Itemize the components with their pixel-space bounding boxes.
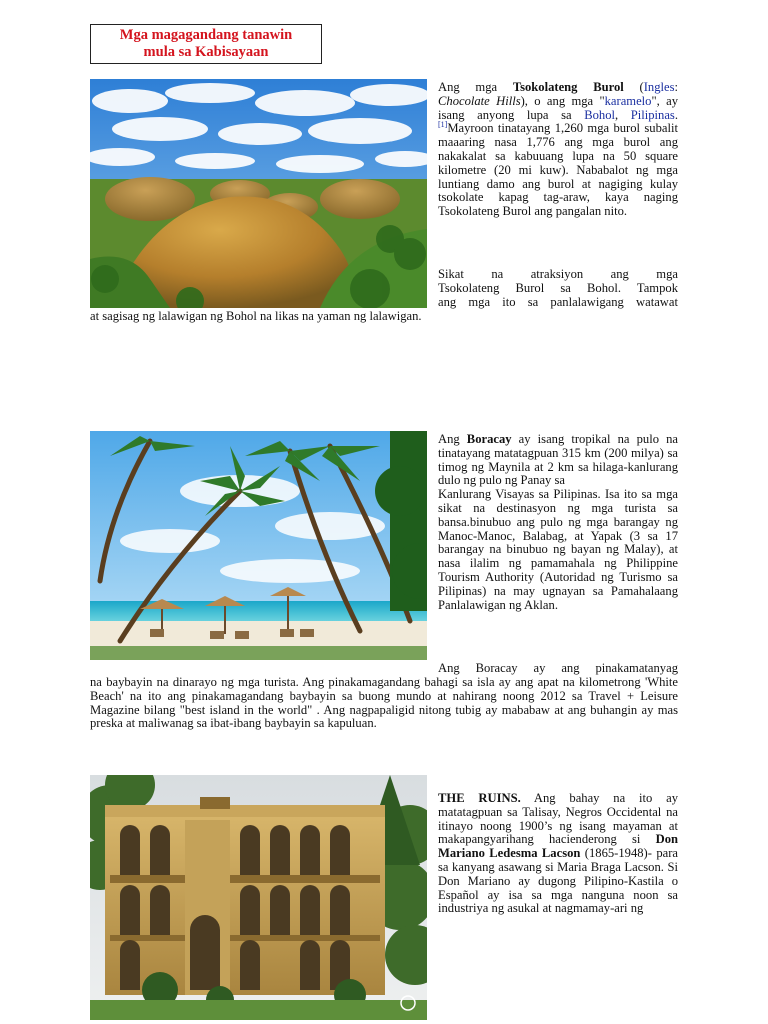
s3-bold-name: Don Mariano Ledesma Lacson xyxy=(438,832,678,861)
page-title-box xyxy=(90,24,322,64)
link-ingles[interactable]: Ingles xyxy=(643,80,675,94)
chocolate-hills-paragraph xyxy=(438,81,678,219)
s1p2-line: Sikat na atraksiyon ang mga xyxy=(438,267,678,281)
link-karamelo[interactable]: karamelo xyxy=(604,93,652,108)
title-line-2: mula sa Kabisayaan xyxy=(143,44,269,60)
chocolate-hills-paragraph-2-cont: at sagisag ng lalawigan ng Bohol na likas na yaman ng lalawigan. xyxy=(90,309,422,323)
chocolate-hills-paragraph-2 xyxy=(438,268,678,309)
s1-text: Mayroon tinatayang 1,260 mga burol subalit maaaring nasa 1,776 ang mga burol ang nakakalat sa kabuuang lupa na 50 square kilometre (20 mi kuw). Nababalot ng mga luntiang damo ang burol at nagiging kulay tsokolate kapag tag-araw, kaya naging Tsokolateng Burol ang pangalan nito. xyxy=(438,121,678,219)
s3-text: ng si xyxy=(604,832,656,847)
s1-bold-term: Tsokolateng Burol xyxy=(512,80,624,94)
s1p2-line: Tsokolateng Burol sa Bohol. Tampok xyxy=(438,280,678,295)
s1-text: , xyxy=(615,107,631,122)
s2-text: Kanlurang Visayas sa Pilipinas. Isa ito sa mga sikat na destinasyon ng mga turista sa bansa.binubuo ang pulo ng mga barangay ng Manoc-Manoc, Balabag, at Yapak (3 sa 17 barangay na binubuo ng bayan ng Malay), at nasa ilalim ng pamamahala ng Philippine Tourism Authority (Autoridad ng Turismo sa Pilipinas) na may ugnayan sa Pamahalaang Panlalawigan ng Aklan. xyxy=(438,487,678,612)
s2-bold-term: Boracay xyxy=(466,432,512,446)
chocolate-hills-image xyxy=(90,79,427,308)
title-line-1: Mga magagandang tanawin xyxy=(119,27,293,43)
footnote-ref[interactable]: [1] xyxy=(438,120,448,130)
s1p2-line: ang mga ito sa panlalawigang watawat xyxy=(438,294,678,309)
s1-text: ", ay isang anyong lupa sa xyxy=(438,93,679,122)
the-ruins-paragraph xyxy=(438,792,678,916)
s3-text: Ang bahay na ito ay matatagpuan sa Talisay, Negros Occidental na itinayo noong 1900’s ng isang mayaman at makapangyarihang haciendero xyxy=(438,791,678,847)
s2-text: Ang xyxy=(438,432,467,446)
s1-text: . xyxy=(674,107,678,122)
link-pilipinas[interactable]: Pilipinas xyxy=(630,107,675,122)
link-bohol[interactable]: Bohol xyxy=(584,107,615,122)
s3-text: (1865-1948)- para sa kanyang asawang si Maria Braga Lacson. Si Don Mariano ay dugong Pilipino-Kastila o Español ay isa sa mga nanguna noon sa industriya ng asukal at nagmamay-ari ng xyxy=(438,846,678,916)
boracay-paragraph xyxy=(438,433,678,612)
boracay-paragraph-2: Ang Boracay ay ang pinakamatanyag xyxy=(438,661,678,675)
s1-text: ( xyxy=(623,80,644,94)
s2-text: ay isang tropikal na pulo na tinatayang matatagpuan 315 km (200 milya) sa timog ng Maynila at 2 km sa hilaga-kanlurang dulo ng pulo ng Panay sa xyxy=(438,432,678,488)
s1-italic-term: Chocolate Hills xyxy=(438,93,521,108)
s1-text: : xyxy=(674,80,679,94)
boracay-image xyxy=(90,431,427,660)
s1-text: Ang mga xyxy=(438,80,513,94)
s3-bold-term: THE RUINS. xyxy=(438,791,521,805)
the-ruins-image xyxy=(90,775,427,1020)
s1-text: ), o ang mga " xyxy=(520,93,605,108)
boracay-paragraph-2-cont: na baybayin na dinarayo ng mga turista. Ang pinakamagandang bahagi sa isla ay ang apat na kilometrong 'White Beach' na ito ang pinakamagandang baybayin sa buong mundo at nahirang noong 2012 sa Travel + Leisure Magazine bilang "best island in the world" . Ang nagpapaligid nitong tubig ay mababaw at ang buhangin ay mas preska at maliwanag sa ibat-ibang baybayin sa kapuluan. xyxy=(90,675,678,731)
